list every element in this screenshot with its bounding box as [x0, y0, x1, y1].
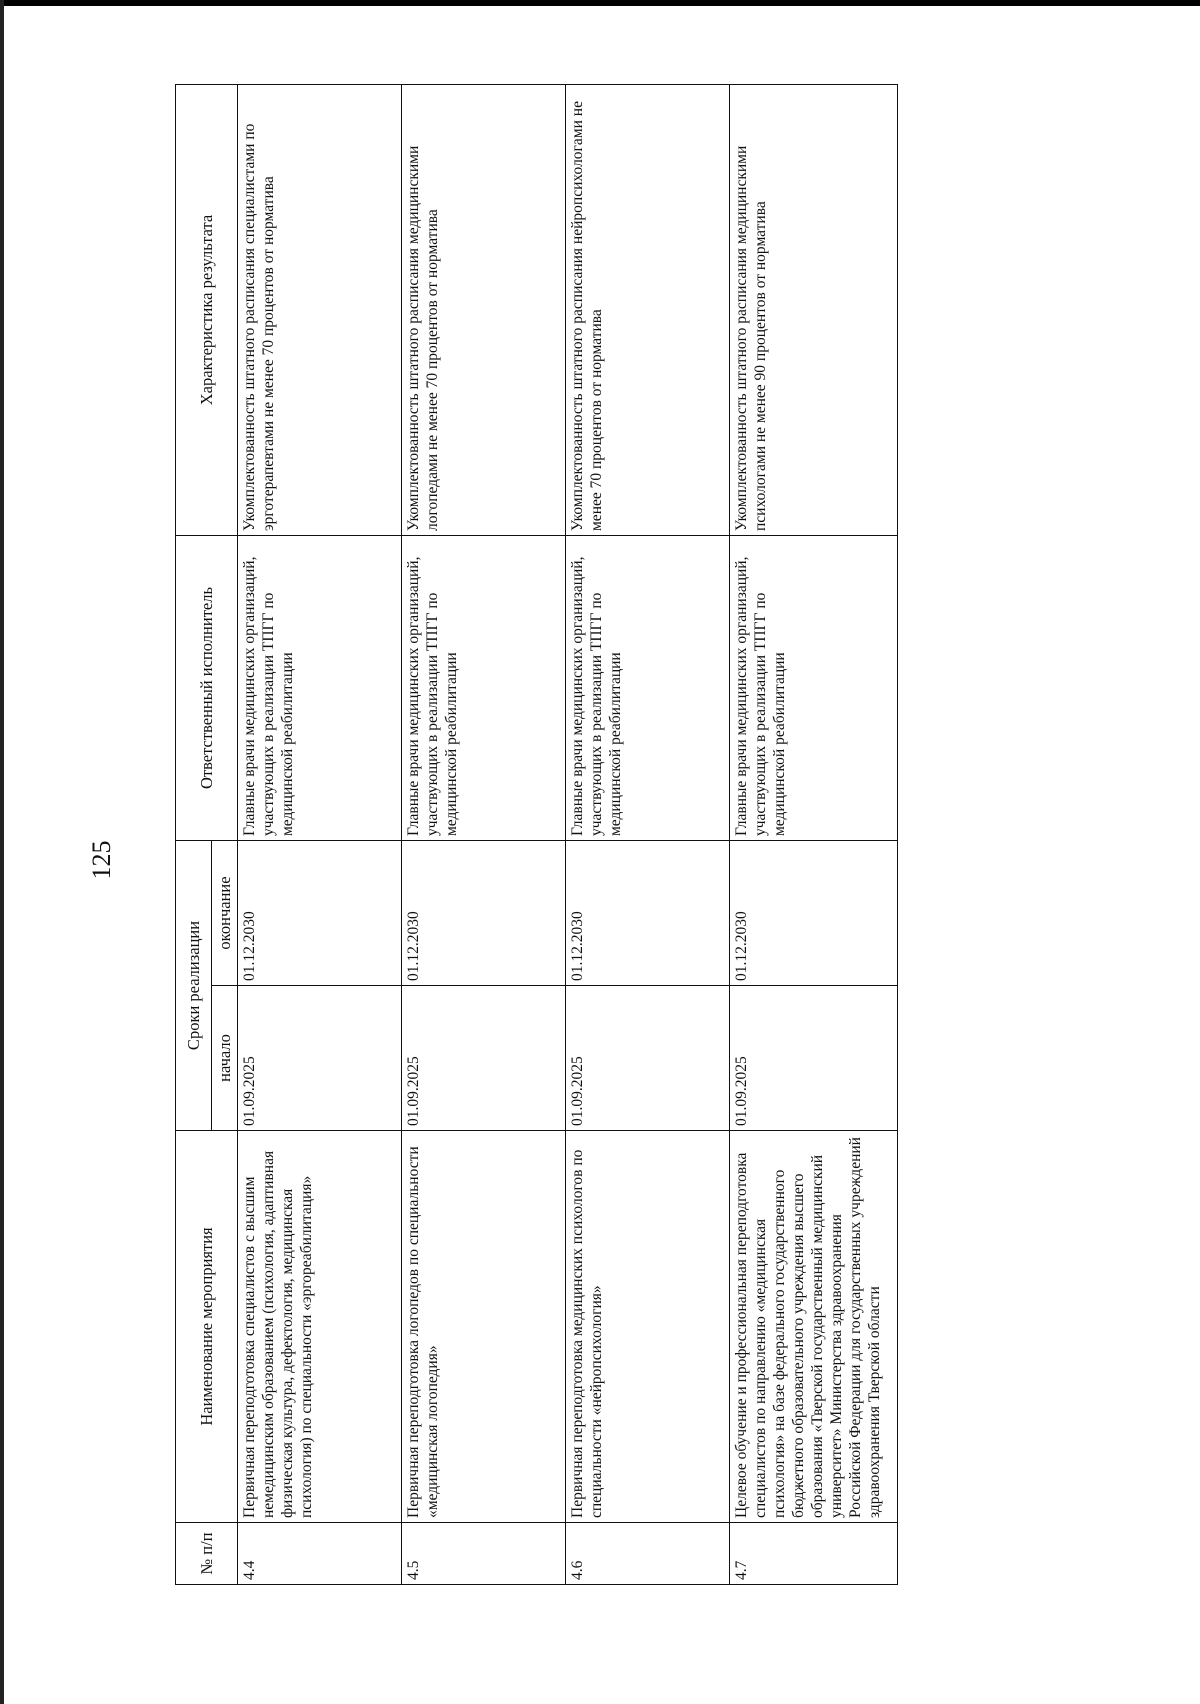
row-end-date: 01.12.2030 [402, 841, 566, 986]
header-number: № п/п [176, 1523, 238, 1585]
rotated-page [175, 85, 895, 1585]
row-number: 4.7 [730, 1523, 898, 1585]
row-executor: Главные врачи медицинских организаций, участвующих в реализации ТПГГ по медицинской реабилитации [730, 536, 898, 841]
header-responsible-executor: Ответственный исполнитель [176, 536, 238, 841]
header-activity-name: Наименование мероприятия [176, 1131, 238, 1523]
scan-edge-top [0, 0, 1200, 6]
row-executor: Главные врачи медицинских организаций, участвующих в реализации ТПГГ по медицинской реабилитации [238, 536, 402, 841]
header-result-description: Характеристика результата [176, 85, 238, 536]
row-activity-name: Первичная переподготовка логопедов по специальности «медицинская логопедия» [402, 1131, 566, 1523]
header-implementation-dates: Сроки реализации [176, 841, 212, 1131]
row-end-date: 01.12.2030 [730, 841, 898, 986]
row-start-date: 01.09.2025 [566, 986, 730, 1131]
row-number: 4.4 [238, 1523, 402, 1585]
row-executor: Главные врачи медицинских организаций, участвующих в реализации ТПГГ по медицинской реабилитации [402, 536, 566, 841]
row-result: Укомплектованность штатного расписания нейропсихологами не менее 70 процентов от норматива [566, 85, 730, 536]
row-end-date: 01.12.2030 [238, 841, 402, 986]
row-activity-name: Первичная переподготовка специалистов с высшим немедицинским образованием (психология, адаптивная физическая культура, дефектология, медицинская психология) по специальности «эргореабилитация» [238, 1131, 402, 1523]
row-executor: Главные врачи медицинских организаций, участвующих в реализации ТПГГ по медицинской реабилитации [566, 536, 730, 841]
table-row [238, 85, 402, 1585]
scan-edge-left [0, 0, 4, 1704]
page-number: 125 [87, 840, 116, 880]
row-result: Укомплектованность штатного расписания специалистами по эрготерапевтами не менее 70 процентов от норматива [238, 85, 402, 536]
row-result: Укомплектованность штатного расписания медицинскими психологами не менее 90 процентов от норматива [730, 85, 898, 536]
table-row [402, 85, 566, 1585]
header-end: окончание [212, 841, 238, 986]
row-end-date: 01.12.2030 [566, 841, 730, 986]
row-number: 4.5 [402, 1523, 566, 1585]
table-header-row [176, 85, 212, 1585]
row-result: Укомплектованность штатного расписания медицинскими логопедами не менее 70 процентов от норматива [402, 85, 566, 536]
row-start-date: 01.09.2025 [238, 986, 402, 1131]
header-start: начало [212, 986, 238, 1131]
row-start-date: 01.09.2025 [402, 986, 566, 1131]
table-row [730, 85, 898, 1585]
table-row [566, 85, 730, 1585]
activity-table [175, 84, 898, 1585]
row-start-date: 01.09.2025 [730, 986, 898, 1131]
row-number: 4.6 [566, 1523, 730, 1585]
row-activity-name: Целевое обучение и профессиональная переподготовка специалистов по направлению «медицинская психология» на базе федерального государственного бюджетного образовательного учреждения высшего образования «Тверской государственный медицинский университет» Министерства здравоохранения Российской Федерации для государственных учреждений здравоохранения Тверской области [730, 1131, 898, 1523]
page-number-holder [72, 830, 132, 890]
row-activity-name: Первичная переподготовка медицинских психологов по специальности «нейропсихология» [566, 1131, 730, 1523]
